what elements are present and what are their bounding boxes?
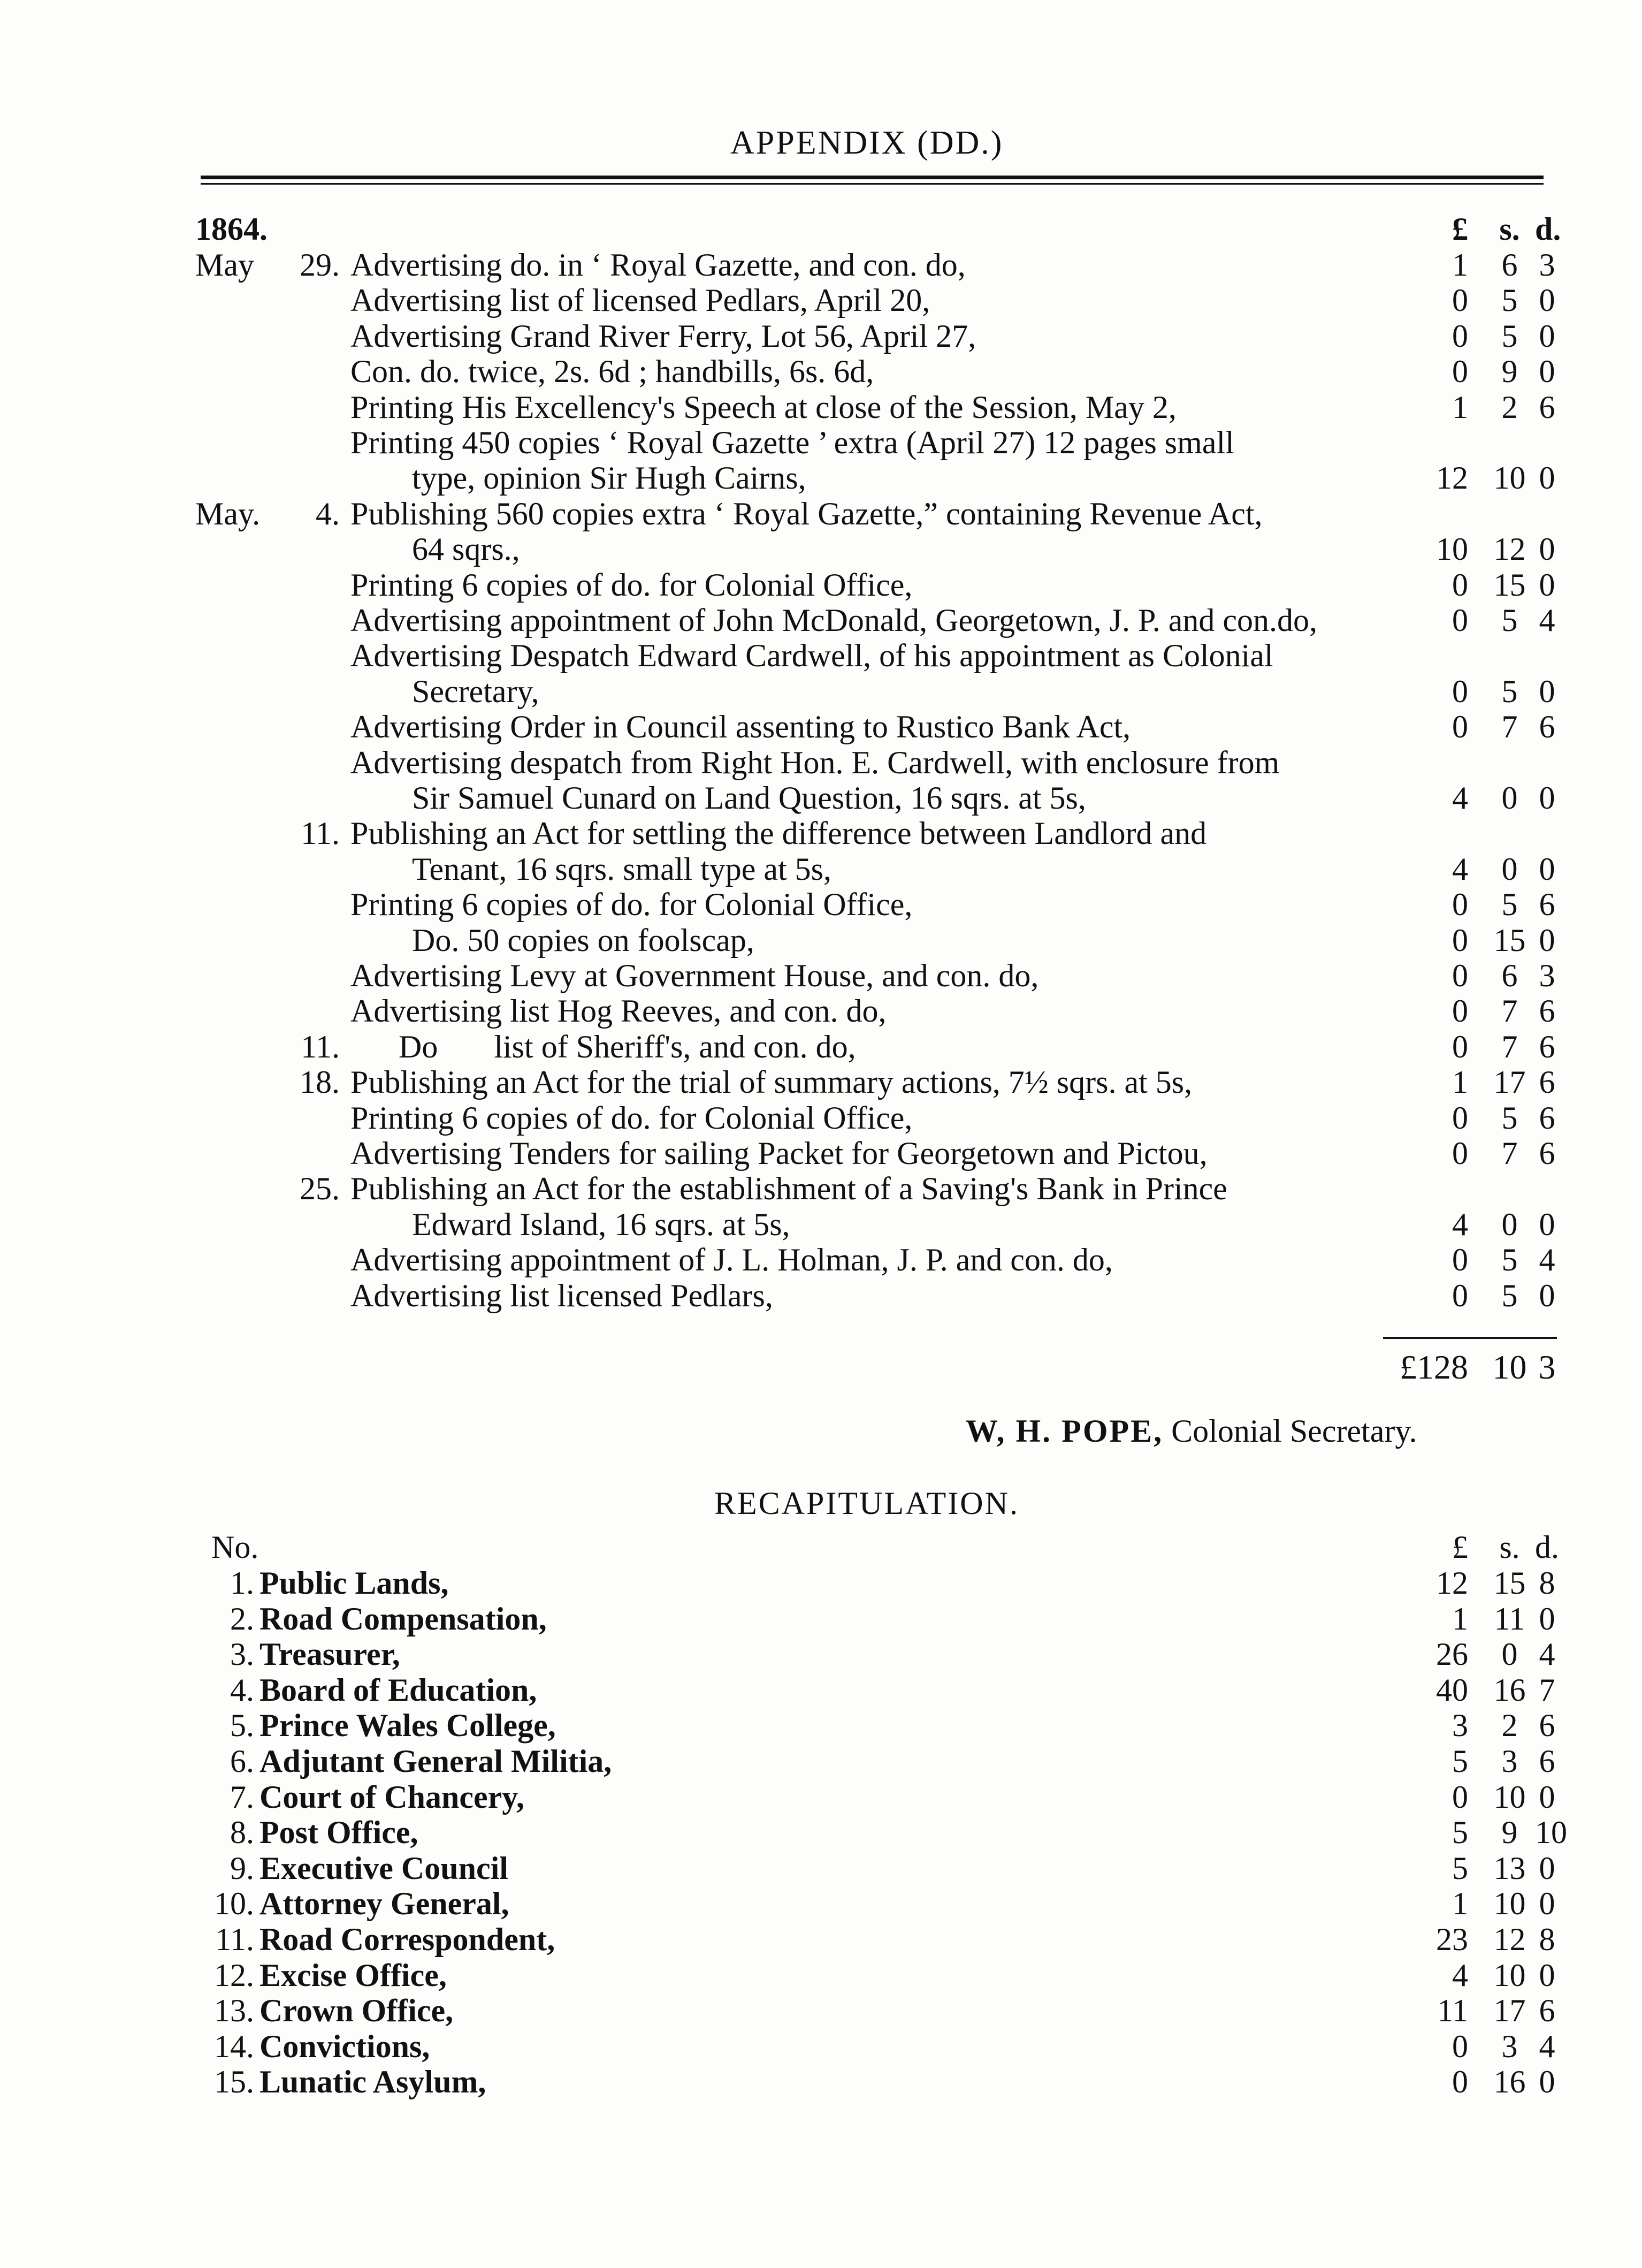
recap-shillings: 12 bbox=[1493, 1922, 1526, 1957]
signature-line bbox=[966, 1413, 1417, 1450]
entry-description: Advertising Tenders for sailing Packet for Georgetown and Pictou, bbox=[350, 1136, 1208, 1171]
recap-number: 10. bbox=[214, 1886, 254, 1921]
recap-number: 12. bbox=[214, 1958, 254, 1993]
entry-description: Publishing 560 copies extra ‘ Royal Gazette,” containing Revenue Act, bbox=[350, 496, 1263, 531]
entry-description: Secretary, bbox=[412, 674, 539, 709]
recap-pence: 7 bbox=[1539, 1672, 1555, 1708]
ledger-row bbox=[0, 318, 1642, 354]
recap-office-name: Court of Chancery, bbox=[259, 1779, 524, 1815]
entry-pence: 0 bbox=[1539, 1278, 1555, 1313]
recap-pounds: 0 bbox=[1452, 1779, 1468, 1815]
ledger-row bbox=[0, 780, 1642, 816]
recap-pence: 0 bbox=[1539, 1779, 1555, 1815]
ledger-row bbox=[0, 1242, 1642, 1277]
entry-day: 11. bbox=[301, 816, 340, 851]
recap-pounds: 11 bbox=[1437, 1993, 1468, 2028]
entry-shillings: 5 bbox=[1501, 674, 1518, 709]
recap-pounds: 0 bbox=[1452, 2029, 1468, 2064]
entry-pence: 4 bbox=[1539, 603, 1555, 638]
entry-pounds: 0 bbox=[1452, 567, 1468, 603]
entry-pounds: 0 bbox=[1452, 1136, 1468, 1171]
entry-shillings: 10 bbox=[1493, 460, 1526, 496]
entry-description: Advertising list of licensed Pedlars, April 20, bbox=[350, 283, 930, 318]
ledger-row bbox=[0, 638, 1642, 673]
entry-description: Publishing an Act for the trial of summary actions, 7½ sqrs. at 5s, bbox=[350, 1064, 1193, 1100]
entry-shillings: 7 bbox=[1501, 709, 1518, 744]
entry-shillings: 5 bbox=[1501, 887, 1518, 922]
entry-shillings: 2 bbox=[1501, 390, 1518, 425]
recap-number: 1. bbox=[230, 1565, 254, 1601]
entry-month: May. bbox=[195, 496, 261, 531]
entry-day: 4. bbox=[316, 496, 340, 531]
entry-pounds: 1 bbox=[1452, 1064, 1468, 1100]
entry-description: Advertising appointment of John McDonald, Georgetown, J. P. and con.do, bbox=[350, 603, 1318, 638]
entry-pence: 6 bbox=[1539, 1100, 1555, 1136]
ledger-row bbox=[0, 923, 1642, 958]
entry-description: Advertising Order in Council assenting to Rustico Bank Act, bbox=[350, 709, 1131, 744]
entry-description: Printing 450 copies ‘ Royal Gazette ’ extra (April 27) 12 pages small bbox=[350, 425, 1234, 460]
entry-description: Printing 6 copies of do. for Colonial Office, bbox=[350, 1100, 913, 1136]
appendix-title: APPENDIX (DD.) bbox=[730, 125, 1004, 161]
recap-number: 6. bbox=[230, 1744, 254, 1779]
recap-shillings: 3 bbox=[1501, 2029, 1518, 2064]
entry-description: Tenant, 16 sqrs. small type at 5s, bbox=[412, 851, 832, 887]
entry-description: Advertising do. in ‘ Royal Gazette, and con. do, bbox=[350, 247, 966, 283]
double-rule-top bbox=[201, 176, 1544, 179]
entry-shillings: 5 bbox=[1501, 1278, 1518, 1313]
recap-row bbox=[0, 1851, 1642, 1886]
year-label: 1864. bbox=[195, 211, 268, 247]
recap-pounds: 5 bbox=[1452, 1744, 1468, 1779]
recap-pence: 6 bbox=[1539, 1993, 1555, 2028]
entry-pence: 0 bbox=[1539, 318, 1555, 354]
ledger-row bbox=[0, 603, 1642, 638]
entry-description: Edward Island, 16 sqrs. at 5s, bbox=[412, 1207, 790, 1242]
entry-shillings: 5 bbox=[1501, 318, 1518, 354]
recap-number: 13. bbox=[214, 1993, 254, 2028]
entry-shillings: 6 bbox=[1501, 958, 1518, 993]
entry-description: Do list of Sheriff's, and con. do, bbox=[350, 1029, 856, 1064]
entry-pence: 6 bbox=[1539, 390, 1555, 425]
recap-shillings: 10 bbox=[1493, 1958, 1526, 1993]
entry-pounds: 0 bbox=[1452, 1029, 1468, 1064]
total-rule bbox=[1383, 1337, 1557, 1339]
total-pence: 3 bbox=[1538, 1348, 1556, 1386]
entry-day: 25. bbox=[300, 1171, 340, 1206]
entry-shillings: 6 bbox=[1501, 247, 1518, 283]
recap-pence-header: d. bbox=[1535, 1529, 1559, 1565]
entry-description: Advertising appointment of J. L. Holman, J. P. and con. do, bbox=[350, 1242, 1113, 1277]
recap-shillings-header: s. bbox=[1499, 1529, 1520, 1565]
entry-description: Con. do. twice, 2s. 6d ; handbills, 6s. 6d, bbox=[350, 354, 874, 389]
recap-pounds: 5 bbox=[1452, 1815, 1468, 1850]
entry-shillings: 0 bbox=[1501, 851, 1518, 887]
recap-pounds: 4 bbox=[1452, 1958, 1468, 1993]
entry-shillings: 12 bbox=[1493, 531, 1526, 567]
entry-description: type, opinion Sir Hugh Cairns, bbox=[412, 460, 806, 496]
entry-pounds: 12 bbox=[1436, 460, 1468, 496]
recap-office-name: Adjutant General Militia, bbox=[259, 1744, 612, 1779]
entry-pence: 0 bbox=[1539, 567, 1555, 603]
entry-shillings: 15 bbox=[1493, 923, 1526, 958]
entry-pounds: 0 bbox=[1452, 1242, 1468, 1277]
signatory-title: Colonial Secretary. bbox=[1171, 1413, 1417, 1449]
pence-column-header: d. bbox=[1535, 211, 1561, 247]
recap-office-name: Excise Office, bbox=[259, 1958, 447, 1993]
recap-pounds: 40 bbox=[1436, 1672, 1468, 1708]
recap-row bbox=[0, 1565, 1642, 1601]
recap-number: 4. bbox=[230, 1672, 254, 1708]
recap-pounds: 0 bbox=[1452, 2064, 1468, 2099]
entry-pence: 0 bbox=[1539, 674, 1555, 709]
entry-description: 64 sqrs., bbox=[412, 531, 520, 567]
recap-row bbox=[0, 1744, 1642, 1779]
recap-office-name: Board of Education, bbox=[259, 1672, 537, 1708]
recap-number: 9. bbox=[230, 1851, 254, 1886]
entry-pounds: 10 bbox=[1436, 531, 1468, 567]
ledger-row bbox=[0, 709, 1642, 744]
entry-description: Do. 50 copies on foolscap, bbox=[412, 923, 754, 958]
recap-pounds-header: £ bbox=[1452, 1529, 1468, 1565]
ledger-row bbox=[0, 390, 1642, 425]
entry-pounds: 0 bbox=[1452, 1100, 1468, 1136]
recap-pence: 0 bbox=[1539, 1886, 1555, 1921]
ledger-total bbox=[0, 1350, 1642, 1385]
signatory-name: W, H. POPE, bbox=[966, 1413, 1164, 1449]
entry-shillings: 7 bbox=[1501, 1136, 1518, 1171]
entry-pounds: 0 bbox=[1452, 923, 1468, 958]
entry-description: Publishing an Act for the establishment of a Saving's Bank in Prince bbox=[350, 1171, 1227, 1206]
entry-pounds: 0 bbox=[1452, 354, 1468, 389]
recap-shillings: 9 bbox=[1501, 1815, 1518, 1850]
entry-description: Publishing an Act for settling the difference between Landlord and bbox=[350, 816, 1207, 851]
ledger-row bbox=[0, 1029, 1642, 1064]
entry-shillings: 9 bbox=[1501, 354, 1518, 389]
entry-pence: 6 bbox=[1539, 1064, 1555, 1100]
recap-row bbox=[0, 1922, 1642, 1957]
ledger-row bbox=[0, 247, 1642, 283]
recap-shillings: 16 bbox=[1493, 1672, 1526, 1708]
entry-pence: 6 bbox=[1539, 1029, 1555, 1064]
entry-pence: 0 bbox=[1539, 851, 1555, 887]
entry-day: 29. bbox=[300, 247, 340, 283]
entry-description: Advertising list licensed Pedlars, bbox=[350, 1278, 773, 1313]
recap-office-name: Treasurer, bbox=[259, 1637, 400, 1672]
recap-office-name: Attorney General, bbox=[259, 1886, 509, 1921]
recap-number-header: No. bbox=[211, 1529, 259, 1565]
recap-row bbox=[0, 1672, 1642, 1708]
ledger-row bbox=[0, 816, 1642, 851]
recap-shillings: 11 bbox=[1494, 1601, 1525, 1637]
recap-number: 3. bbox=[230, 1637, 254, 1672]
recap-pence: 4 bbox=[1539, 2029, 1555, 2064]
entry-pence: 0 bbox=[1539, 283, 1555, 318]
entry-pounds: 0 bbox=[1452, 603, 1468, 638]
recap-number: 7. bbox=[230, 1779, 254, 1815]
entry-pounds: 4 bbox=[1452, 1207, 1468, 1242]
entry-pence: 6 bbox=[1539, 709, 1555, 744]
recap-office-name: Post Office, bbox=[259, 1815, 418, 1850]
ledger-row bbox=[0, 1171, 1642, 1206]
recap-row bbox=[0, 1601, 1642, 1637]
recap-number: 11. bbox=[215, 1922, 254, 1957]
recap-shillings: 10 bbox=[1493, 1779, 1526, 1815]
recap-pounds: 12 bbox=[1436, 1565, 1468, 1601]
entry-pence: 0 bbox=[1539, 354, 1555, 389]
entry-pence: 3 bbox=[1539, 247, 1555, 283]
entry-pence: 6 bbox=[1539, 993, 1555, 1029]
entry-pounds: 0 bbox=[1452, 709, 1468, 744]
entry-pence: 6 bbox=[1539, 887, 1555, 922]
recap-shillings: 3 bbox=[1501, 1744, 1518, 1779]
entry-pounds: 4 bbox=[1452, 780, 1468, 816]
entry-description: Printing 6 copies of do. for Colonial Office, bbox=[350, 567, 913, 603]
recap-office-name: Executive Council bbox=[259, 1851, 508, 1886]
entry-shillings: 5 bbox=[1501, 1100, 1518, 1136]
recap-pence: 4 bbox=[1539, 1637, 1555, 1672]
ledger-row bbox=[0, 1064, 1642, 1100]
recap-office-name: Public Lands, bbox=[259, 1565, 449, 1601]
ledger-row bbox=[0, 958, 1642, 993]
recap-pence: 0 bbox=[1539, 2064, 1555, 2099]
ledger-row bbox=[0, 993, 1642, 1029]
recap-shillings: 17 bbox=[1493, 1993, 1526, 2028]
entry-pounds: 0 bbox=[1452, 674, 1468, 709]
recap-row bbox=[0, 1886, 1642, 1921]
recap-row bbox=[0, 1779, 1642, 1815]
ledger-row bbox=[0, 531, 1642, 567]
entry-pence: 0 bbox=[1539, 780, 1555, 816]
entry-description: Sir Samuel Cunard on Land Question, 16 sqrs. at 5s, bbox=[412, 780, 1086, 816]
ledger-header bbox=[0, 211, 1642, 247]
ledger-row bbox=[0, 1100, 1642, 1136]
recap-row bbox=[0, 2029, 1642, 2064]
recap-office-name: Lunatic Asylum, bbox=[259, 2064, 486, 2099]
recap-pounds: 3 bbox=[1452, 1708, 1468, 1743]
entry-shillings: 7 bbox=[1501, 1029, 1518, 1064]
total-pounds: £128 bbox=[1400, 1348, 1468, 1386]
entry-pounds: 0 bbox=[1452, 993, 1468, 1029]
entry-pence: 0 bbox=[1539, 1207, 1555, 1242]
recap-pence: 6 bbox=[1539, 1744, 1555, 1779]
recap-row bbox=[0, 2064, 1642, 2099]
recap-row bbox=[0, 1958, 1642, 1993]
recap-office-name: Prince Wales College, bbox=[259, 1708, 556, 1743]
entry-pence: 0 bbox=[1539, 531, 1555, 567]
shillings-column-header: s. bbox=[1499, 211, 1520, 247]
entry-pounds: 1 bbox=[1452, 247, 1468, 283]
recap-number: 15. bbox=[214, 2064, 254, 2099]
recap-office-name: Road Compensation, bbox=[259, 1601, 547, 1637]
recap-pence: 10 bbox=[1535, 1815, 1567, 1850]
recap-pence: 6 bbox=[1539, 1708, 1555, 1743]
recap-number: 14. bbox=[214, 2029, 254, 2064]
ledger-row bbox=[0, 887, 1642, 922]
recap-pounds: 1 bbox=[1452, 1886, 1468, 1921]
recap-pence: 8 bbox=[1539, 1922, 1555, 1957]
entry-shillings: 5 bbox=[1501, 603, 1518, 638]
recap-pounds: 23 bbox=[1436, 1922, 1468, 1957]
recap-pounds: 26 bbox=[1436, 1637, 1468, 1672]
ledger-row bbox=[0, 567, 1642, 603]
entry-pounds: 0 bbox=[1452, 958, 1468, 993]
ledger-row bbox=[0, 674, 1642, 709]
entry-pounds: 0 bbox=[1452, 887, 1468, 922]
recap-shillings: 0 bbox=[1501, 1637, 1518, 1672]
entry-pounds: 0 bbox=[1452, 283, 1468, 318]
entry-pence: 6 bbox=[1539, 1136, 1555, 1171]
recap-row bbox=[0, 1993, 1642, 2028]
entry-shillings: 5 bbox=[1501, 1242, 1518, 1277]
recap-office-name: Crown Office, bbox=[259, 1993, 454, 2028]
recap-shillings: 16 bbox=[1493, 2064, 1526, 2099]
entry-pence: 0 bbox=[1539, 460, 1555, 496]
recap-row bbox=[0, 1637, 1642, 1672]
ledger-row bbox=[0, 1278, 1642, 1313]
recap-pence: 8 bbox=[1539, 1565, 1555, 1601]
entry-shillings: 7 bbox=[1501, 993, 1518, 1029]
entry-description: Printing 6 copies of do. for Colonial Office, bbox=[350, 887, 913, 922]
recap-number: 5. bbox=[230, 1708, 254, 1743]
recap-row bbox=[0, 1815, 1642, 1850]
entry-shillings: 5 bbox=[1501, 283, 1518, 318]
entry-pounds: 4 bbox=[1452, 851, 1468, 887]
recap-pounds: 5 bbox=[1452, 1851, 1468, 1886]
recap-office-name: Convictions, bbox=[259, 2029, 430, 2064]
recap-pence: 0 bbox=[1539, 1958, 1555, 1993]
entry-description: Advertising Levy at Government House, and con. do, bbox=[350, 958, 1039, 993]
entry-month: May bbox=[195, 247, 254, 283]
total-shillings: 10 bbox=[1492, 1348, 1527, 1386]
recap-office-name: Road Correspondent, bbox=[259, 1922, 555, 1957]
ledger-row bbox=[0, 851, 1642, 887]
recap-row bbox=[0, 1708, 1642, 1743]
entry-description: Advertising list Hog Reeves, and con. do, bbox=[350, 993, 887, 1029]
ledger-row bbox=[0, 283, 1642, 318]
recap-number: 8. bbox=[230, 1815, 254, 1850]
recap-header bbox=[0, 1529, 1642, 1565]
ledger-row bbox=[0, 1136, 1642, 1171]
double-rule-bottom bbox=[201, 183, 1544, 185]
recapitulation-heading: RECAPITULATION. bbox=[714, 1486, 1019, 1521]
ledger-row bbox=[0, 496, 1642, 531]
entry-pence: 4 bbox=[1539, 1242, 1555, 1277]
entry-description: Advertising Grand River Ferry, Lot 56, April 27, bbox=[350, 318, 976, 354]
recap-number: 2. bbox=[230, 1601, 254, 1637]
ledger-row bbox=[0, 1207, 1642, 1242]
entry-shillings: 17 bbox=[1493, 1064, 1526, 1100]
ledger-row bbox=[0, 425, 1642, 460]
recap-shillings: 13 bbox=[1493, 1851, 1526, 1886]
entry-description: Advertising Despatch Edward Cardwell, of his appointment as Colonial bbox=[350, 638, 1273, 673]
ledger-row bbox=[0, 745, 1642, 780]
entry-pounds: 0 bbox=[1452, 318, 1468, 354]
entry-shillings: 0 bbox=[1501, 780, 1518, 816]
recap-shillings: 15 bbox=[1493, 1565, 1526, 1601]
entry-pence: 0 bbox=[1539, 923, 1555, 958]
recap-shillings: 10 bbox=[1493, 1886, 1526, 1921]
entry-pounds: 0 bbox=[1452, 1278, 1468, 1313]
pounds-column-header: £ bbox=[1452, 211, 1468, 247]
recap-pence: 0 bbox=[1539, 1851, 1555, 1886]
ledger-row bbox=[0, 354, 1642, 389]
entry-day: 11. bbox=[301, 1029, 340, 1064]
entry-pounds: 1 bbox=[1452, 390, 1468, 425]
entry-pence: 3 bbox=[1539, 958, 1555, 993]
entry-description: Printing His Excellency's Speech at close of the Session, May 2, bbox=[350, 390, 1177, 425]
entry-day: 18. bbox=[300, 1064, 340, 1100]
recap-pounds: 1 bbox=[1452, 1601, 1468, 1637]
entry-description: Advertising despatch from Right Hon. E. Cardwell, with enclosure from bbox=[350, 745, 1280, 780]
ledger-row bbox=[0, 460, 1642, 496]
entry-shillings: 0 bbox=[1501, 1207, 1518, 1242]
recap-pence: 0 bbox=[1539, 1601, 1555, 1637]
recap-shillings: 2 bbox=[1501, 1708, 1518, 1743]
entry-shillings: 15 bbox=[1493, 567, 1526, 603]
